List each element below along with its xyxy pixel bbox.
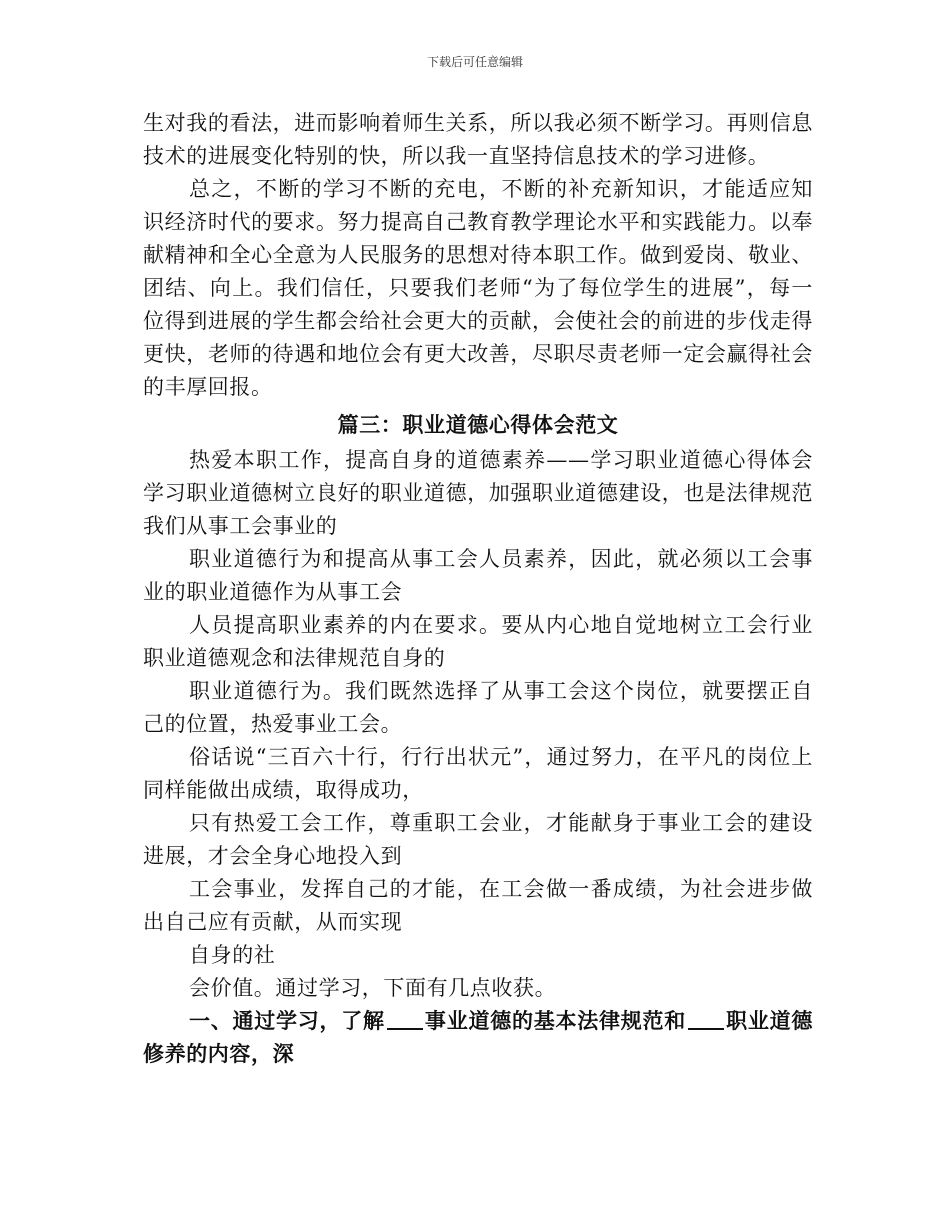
blank-underline xyxy=(688,1006,724,1030)
document-body xyxy=(143,107,813,1071)
bold-point-part: 职业道德修养的内容，深 xyxy=(143,1009,813,1066)
blank-underline xyxy=(387,1006,423,1030)
section-paragraph: 俗话说“三百六十行，行行出状元”，通过努力，在平凡的岗位上同样能做出成绩，取得成功， xyxy=(143,745,813,802)
page-header: 下载后可任意编辑 xyxy=(426,55,523,69)
bold-point-paragraph xyxy=(143,1005,813,1071)
section-title: 篇三：职业道德心得体会范文 xyxy=(337,413,619,437)
bold-point-part: 事业道德的基本法律规范和 xyxy=(424,1009,686,1033)
section-paragraph: 人员提高职业素养的内在要求。要从内心地自觉地树立工会行业职业道德观念和法律规范自身的 xyxy=(143,613,813,670)
paragraph-summary: 总之，不断的学习不断的充电，不断的补充新知识，才能适应知识经济时代的要求。努力提高自己教育教学理论水平和实践能力。以奉献精神和全心全意为人民服务的思想对待本职工作。做到爱岗、敬业、团结、向上。我们信任，只要我们老师“为了每位学生的进展”，每一位得到进展的学生都会给社会更大的贡献，会使社会的前进的步伐走得更快，老师的待遇和地位会有更大改善，尽职尽责老师一定会赢得社会的丰厚回报。 xyxy=(143,177,813,399)
section-paragraph: 职业道德行为。我们既然选择了从事工会这个岗位，就要摆正自己的位置，热爱事业工会。 xyxy=(143,679,813,736)
paragraph-continuation: 生对我的看法，进而影响着师生关系，所以我必须不断学习。再则信息技术的进展变化特别的快，所以我一直坚持信息技术的学习进修。 xyxy=(143,111,813,168)
section-paragraph: 工会事业，发挥自己的才能，在工会做一番成绩，为社会进步做出自己应有贡献，从而实现 xyxy=(143,877,813,934)
section-paragraph: 热爱本职工作，提高自身的道德素养——学习职业道德心得体会学习职业道德树立良好的职业道德，加强职业道德建设，也是法律规范我们从事工会事业的 xyxy=(143,448,813,538)
section-paragraph: 会价值。通过学习，下面有几点收获。 xyxy=(189,976,557,1000)
bold-point-part: 一、通过学习，了解 xyxy=(189,1009,385,1033)
section-paragraph: 自身的社 xyxy=(189,943,276,967)
section-paragraph: 职业道德行为和提高从事工会人员素养，因此，就必须以工会事业的职业道德作为从事工会 xyxy=(143,547,813,604)
section-paragraph: 只有热爱工会工作，尊重职工会业，才能献身于事业工会的建设进展，才会全身心地投入到 xyxy=(143,811,813,868)
